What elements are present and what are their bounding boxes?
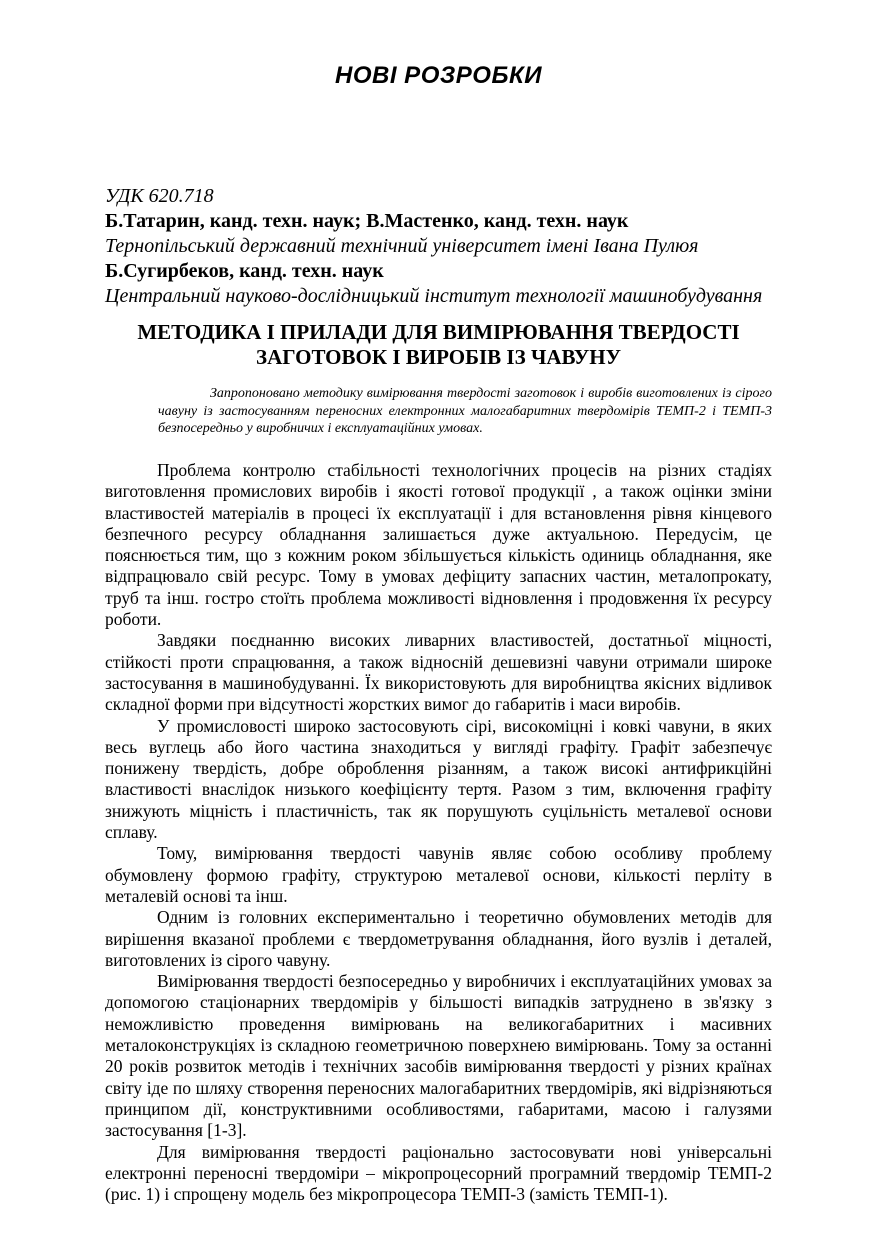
title-line-2: ЗАГОТОВОК І ВИРОБІВ ІЗ ЧАВУНУ bbox=[256, 345, 621, 369]
authors-line-1: Б.Татарин, канд. техн. наук; В.Мастенко, канд. техн. наук bbox=[105, 210, 629, 232]
article-meta bbox=[105, 184, 785, 309]
title-line-1: МЕТОДИКА І ПРИЛАДИ ДЛЯ ВИМІРЮВАННЯ ТВЕРДОСТІ bbox=[137, 320, 740, 344]
affiliation-2: Центральний науково-дослідницький інститут технології машинобудування bbox=[105, 285, 763, 307]
article-title bbox=[105, 320, 772, 370]
abstract: Запропоновано методику вимірювання твердості заготовок і виробів виготовлених із сірого чавуну із застосуванням переносних електронних малогабаритних твердомірів ТЕМП-2 і ТЕМП-3 безпосередньо у виробничих і експлуатаційних умовах. bbox=[158, 386, 772, 436]
section-heading: НОВІ РОЗРОБКИ bbox=[335, 62, 542, 89]
affiliation-1: Тернопільський державний технічний університет імені Івана Пулюя bbox=[105, 235, 699, 257]
paragraph: У промисловості широко застосовують сірі, високоміцні і ковкі чавуни, в яких весь вуглець або його частина знаходиться у вигляді графіту. Графіт забезпечує понижену твердість, добре оброблення різанням, а також високі антифрикційні властивості внаслідок низького коефіцієнту тертя. Разом з тим, включення графіту знижують міцність і пластичність, так як порушують суцільність металевої основи сплаву. bbox=[105, 715, 772, 843]
paragraph: Проблема контролю стабільності технологічних процесів на різних стадіях виготовлення промислових виробів і якості готової продукції , а також оцінки зміни властивостей матеріалів в процесі їх експлуатації і для встановлення рівня кінцевого безпечного ресурсу обладнання залишається дуже актуальною. Передусім, це пояснюється тим, що з кожним роком збільшується кількість одиниць обладнання, яке відпрацювало свій ресурс. Тому в умовах дефіциту запасних частин, металопрокату, труб та інш. гостро стоїть проблема можливості відновлення і продовження їх ресурсу роботи. bbox=[105, 460, 772, 630]
paragraph: Одним із головних експериментально і теоретично обумовлених методів для вирішення вказаної проблеми є твердометрування обладнання, його вузлів і деталей, виготовлених із сірого чавуну. bbox=[105, 907, 772, 970]
paragraph: Для вимірювання твердості раціонально застосовувати нові універсальні електронні переносні твердоміри – мікропроцесорний програмний твердомір ТЕМП-2 (рис. 1) і спрощену модель без мікропроцесора ТЕМП-3 (замість ТЕМП-1). bbox=[105, 1141, 772, 1205]
authors-line-2: Б.Сугирбеков, канд. техн. наук bbox=[105, 260, 384, 282]
article-body bbox=[105, 460, 772, 1205]
udk-code: УДК 620.718 bbox=[105, 185, 214, 207]
paragraph: Вимірювання твердості безпосередньо у виробничих і експлуатаційних умовах за допомогою стаціонарних твердомірів у більшості випадків затруднено в зв'язку з неможливістю проведення вимірювань на великогабаритних і масивних металоконструкціях із складною геометричною поверхнею вимірювань. Тому за останні 20 років розвиток методів і технічних засобів вимірювання твердості у різних країнах світу іде по шляху створення переносних малогабаритних твердомірів, які відрізняються принципом дії, конструктивними особливостями, габаритами, масою і галузями застосування [1-3]. bbox=[105, 971, 772, 1141]
paragraph: Завдяки поєднанню високих ливарних властивостей, достатньої міцності, стійкості проти спрацювання, а також відносній дешевизні чавуни отримали широке застосування в машинобудуванні. Їх використовують для виробництва якісних відливок складної форми при відсутності жорстких вимог до габаритів і маси виробів. bbox=[105, 630, 772, 715]
paragraph: Тому, вимірювання твердості чавунів являє собою особливу проблему обумовлену формою графіту, структурою металевої основи, кількості перліту в металевій основі та інш. bbox=[105, 843, 772, 906]
